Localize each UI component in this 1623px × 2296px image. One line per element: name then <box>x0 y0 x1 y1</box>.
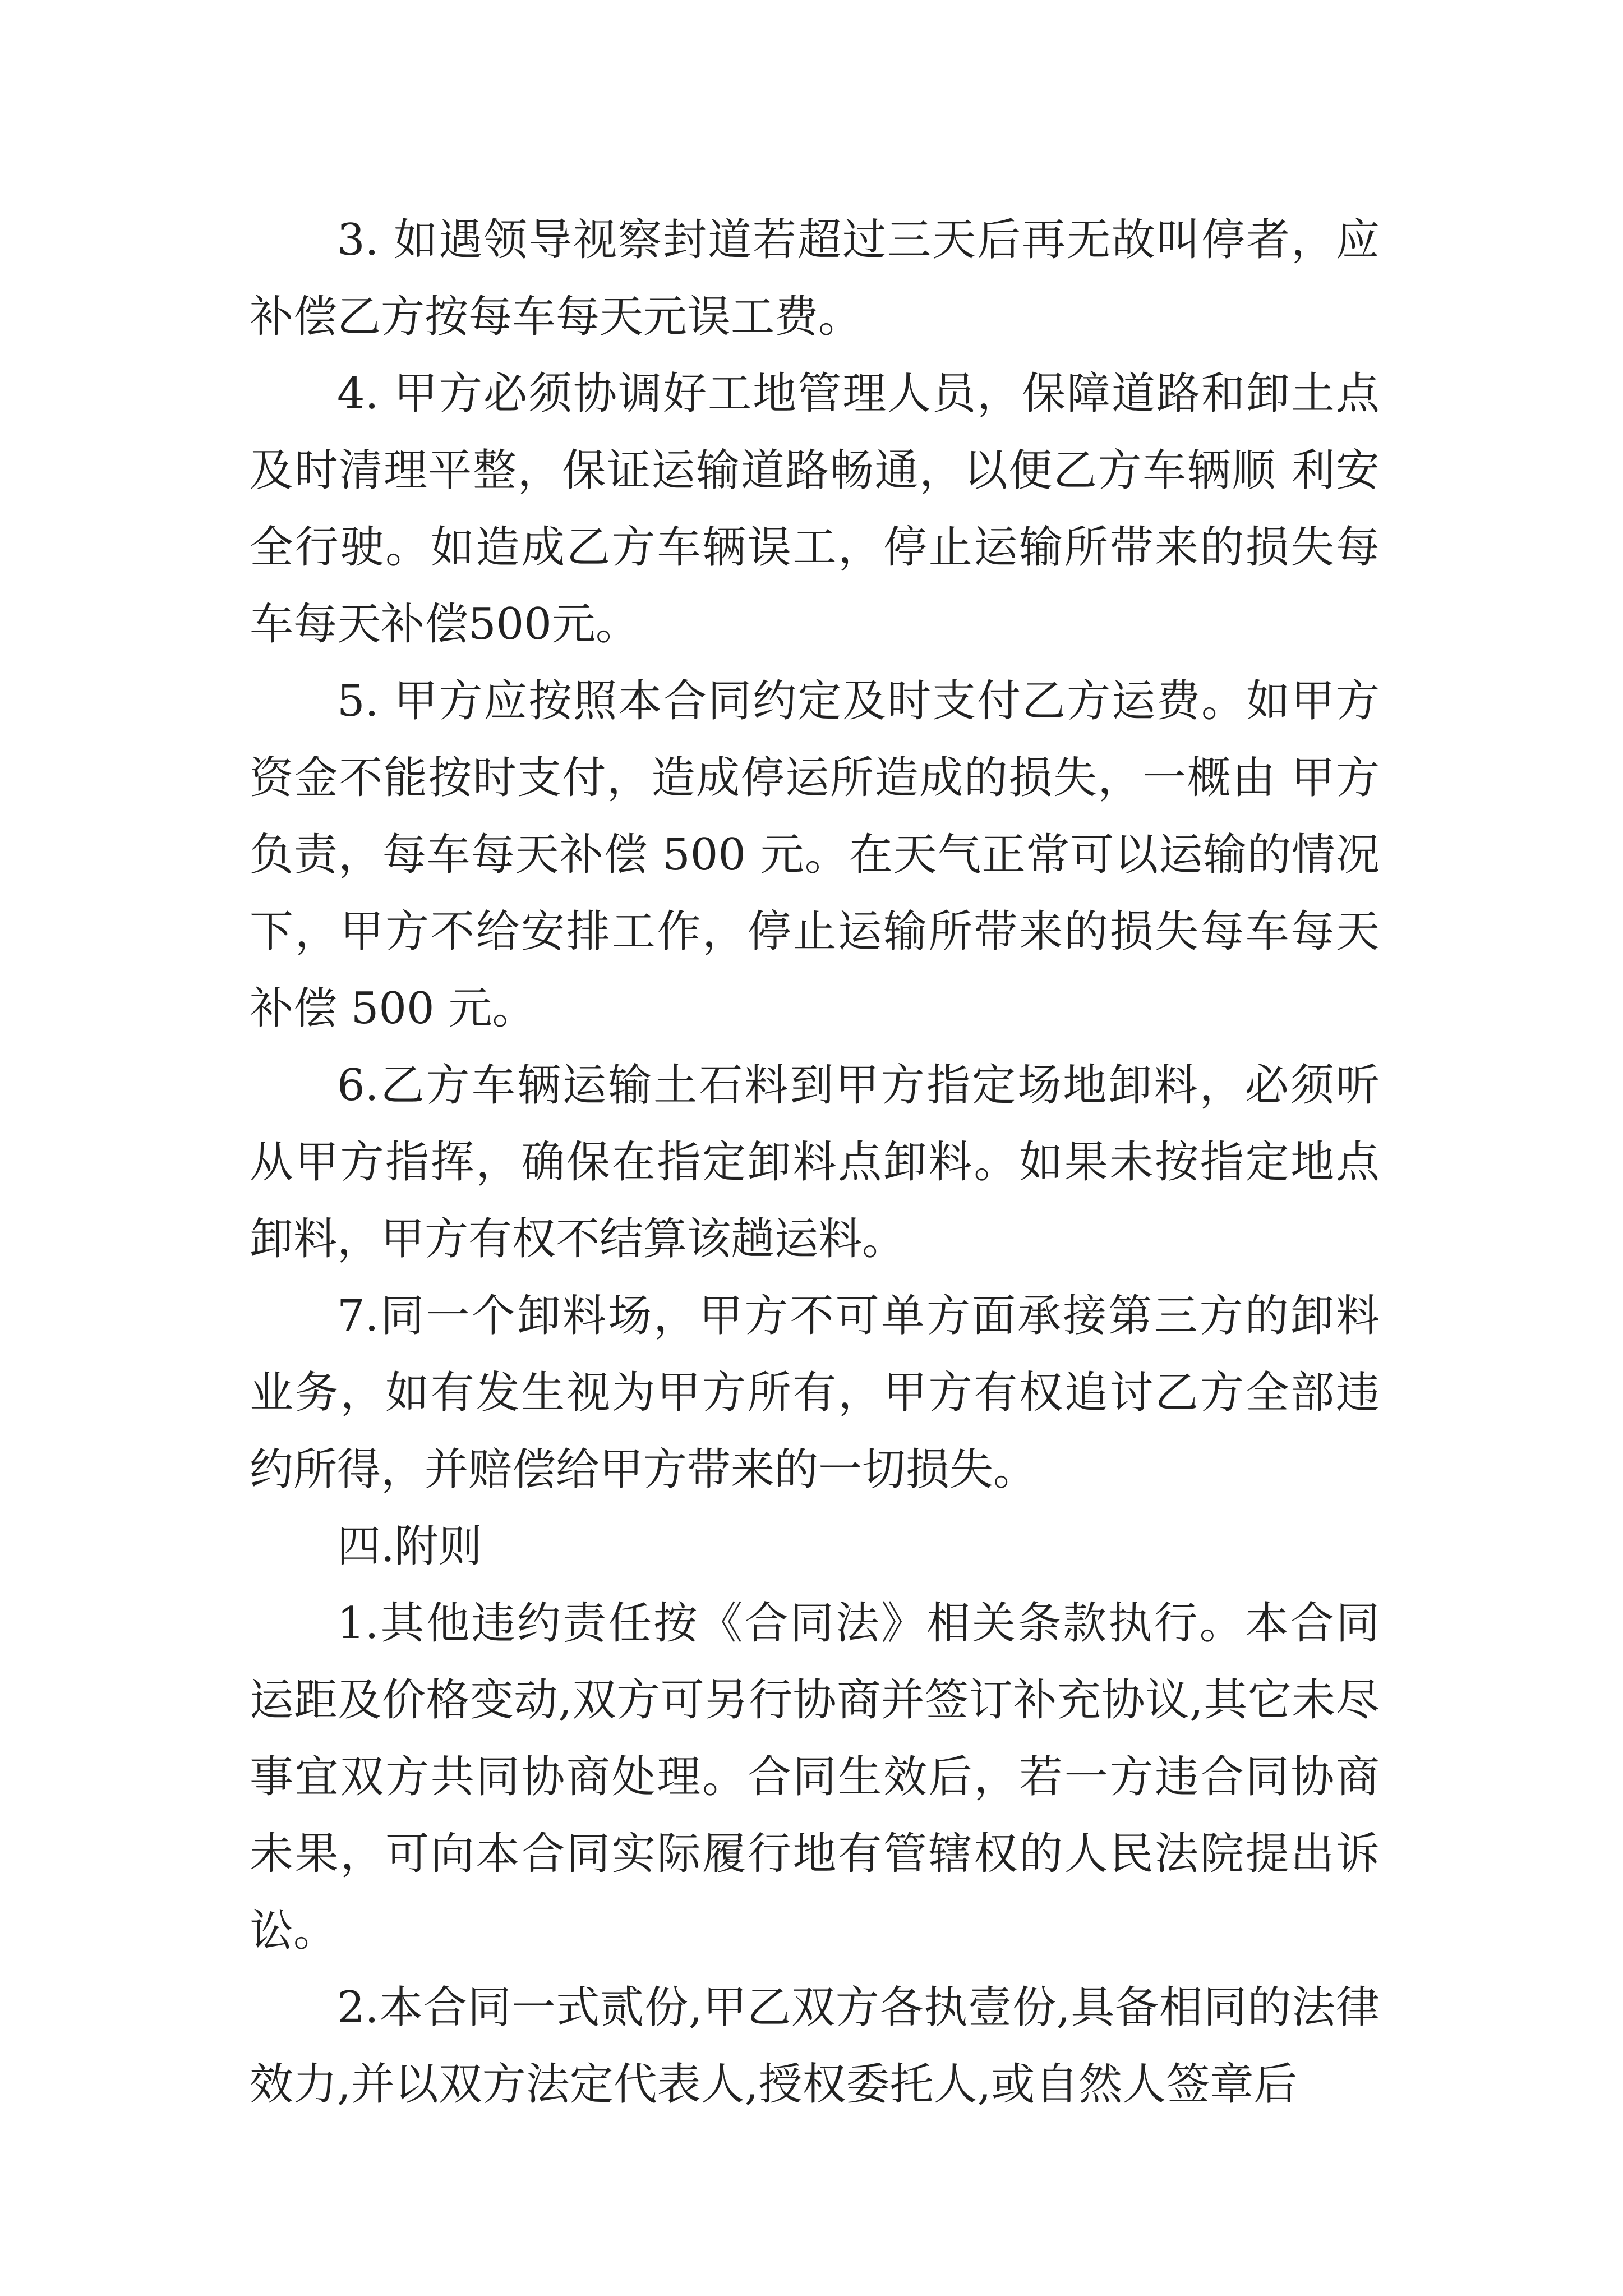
clause-6-unloading: 6.乙方车辆运输土石料到甲方指定场地卸料，必须听从甲方指挥，确保在指定卸料点卸料。如果未按指定地点卸料，甲方有权不结算该趟运料。 <box>250 1060 1380 1264</box>
section-heading-appendix: 四.附则 <box>337 1521 482 1572</box>
clause-5-payment: 5. 甲方应按照本合同约定及时支付乙方运费。如甲方资金不能按时支付，造成停运所造成的损失，一概由 甲方负责，每车每天补偿 500 元。在天气正常可以运输的情况下，甲方不给安排工作，停止运输所带来的损失每车每天补偿 500 元。 <box>250 676 1380 1034</box>
clause-4-site-coordination: 4. 甲方必须协调好工地管理人员，保障道路和卸土点及时清理平整，保证运输道路畅通，以便乙方车辆顺 利安全行驶。如造成乙方车辆误工，停止运输所带来的损失每车每天补偿500元。 <box>250 369 1380 650</box>
document-body <box>250 202 1380 2123</box>
appendix-clause-2: 2.本合同一式贰份,甲乙双方各执壹份,具备相同的法律效力,并以双方法定代表人,授权委托人,或自然人签章后 <box>250 1982 1380 2110</box>
clause-7-third-party: 7.同一个卸料场，甲方不可单方面承接第三方的卸料业务，如有发生视为甲方所有，甲方有权追讨乙方全部违约所得，并赔偿给甲方带来的一切损失。 <box>250 1291 1380 1495</box>
clause-3-compensation: 3. 如遇领导视察封道若超过三天后再无故叫停者，应补偿乙方按每车每天元误工费。 <box>250 215 1380 342</box>
appendix-clause-1: 1.其他违约责任按《合同法》相关条款执行。本合同运距及价格变动,双方可另行协商并签订补充协议,其它未尽事宜双方共同协商处理。合同生效后，若一方违合同协商未果，可向本合同实际履行地有管辖权的人民法院提出诉讼。 <box>250 1598 1380 1956</box>
